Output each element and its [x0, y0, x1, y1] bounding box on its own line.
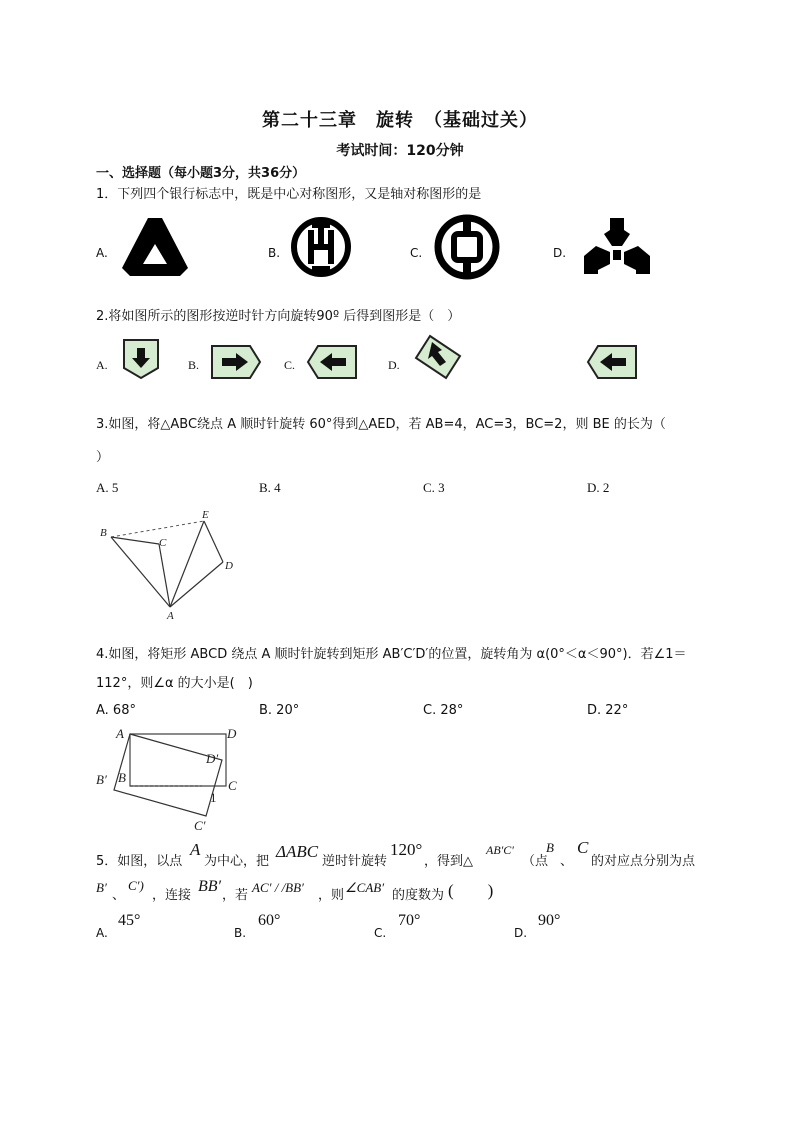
right-arrow-sign-icon [210, 344, 262, 380]
q3-option-b[interactable]: B. 4 [259, 480, 281, 495]
q5-sep: 、 [560, 854, 574, 869]
left-arrow-sign-icon [306, 344, 358, 380]
q4-label-c: C [228, 778, 237, 793]
q2-option-d[interactable]: D. [388, 358, 400, 372]
bank-logo-b-icon [290, 216, 352, 278]
q5-option-d[interactable]: D. [514, 926, 528, 940]
q1-option-b[interactable]: B. [268, 246, 281, 260]
q4-label-a: A [116, 726, 124, 741]
q5-segment-bb-prime: BB′ [198, 878, 222, 895]
q5-angle: 120° [390, 840, 423, 859]
q5-text-8: ，若 [222, 888, 249, 903]
bank-logo-d-icon [580, 216, 654, 276]
q3-label-a: A [167, 610, 174, 622]
q3-triangle-figure [96, 505, 246, 620]
page-title: 第二十三章 旋转 （基础过关） [262, 110, 538, 131]
q5-sep2: 、 [112, 888, 126, 903]
section-heading: 一、选择题（每小题3分，共36分） [96, 166, 306, 181]
q3-option-c[interactable]: C. 3 [423, 480, 445, 495]
q5-option-c[interactable]: C. [374, 926, 387, 940]
reference-figure-icon [586, 344, 638, 380]
q5-text-10: 的度数为 [392, 888, 445, 903]
bank-logo-c-icon [434, 214, 500, 280]
q4-option-a[interactable]: A. 68° [96, 703, 136, 718]
q4-label-b: B [118, 770, 126, 785]
down-arrow-sign-icon [120, 338, 162, 380]
q5-triangle-abc-prime: AB′C′ [486, 843, 514, 857]
q3-label-b: B [100, 527, 107, 539]
q4-stem-end: 112°，则∠α 的大小是( ) [96, 676, 253, 691]
q3-option-a[interactable]: A. 5 [96, 480, 119, 495]
q5-option-c-value: 70° [398, 912, 421, 929]
q3-stem-end: ） [96, 450, 110, 465]
q5-text-7: ，连接 [152, 888, 192, 903]
q5-text-4: ，得到△ [424, 854, 473, 869]
q3-label-d: D [225, 560, 233, 572]
q4-label-1: 1 [210, 790, 217, 805]
q5-option-a-value: 45° [118, 912, 141, 929]
q1-stem: 1．下列四个银行标志中，既是中心对称图形，又是轴对称图形的是 [96, 187, 482, 202]
q5-point-c: C [577, 838, 589, 857]
q3-option-d[interactable]: D. 2 [587, 480, 610, 495]
q4-option-b[interactable]: B. 20° [259, 703, 300, 718]
q5-option-b[interactable]: B. [234, 926, 247, 940]
q1-option-d[interactable]: D. [553, 246, 567, 260]
q5-text-9: ，则 [318, 888, 345, 903]
q4-option-c[interactable]: C. 28° [423, 703, 464, 718]
q2-option-c[interactable]: C. [284, 358, 296, 372]
q2-option-b[interactable]: B. [188, 358, 200, 372]
q3-label-c: C [159, 537, 167, 549]
q5-point-a: A [190, 840, 201, 859]
q5-point-c-prime: C′) [128, 878, 144, 893]
q5-text-5: （点 [522, 854, 549, 869]
q4-label-d: D [227, 726, 237, 741]
q4-option-d[interactable]: D. 22° [587, 703, 629, 718]
q3-label-e: E [202, 509, 209, 521]
q5-point-b-prime: B′ [96, 880, 107, 895]
q2-option-a[interactable]: A. [96, 358, 108, 372]
q5-option-b-value: 60° [258, 912, 281, 929]
q5-angle-cab-prime: ∠CAB′ [345, 880, 385, 895]
q5-parallel: AC′ / /BB′ [252, 880, 304, 895]
triangle-bank-logo-icon [120, 216, 190, 276]
q3-stem: 3.如图，将△ABC绕点 A 顺时针旋转 60°得到△AED，若 AB=4，AC=3，BC=2，则 BE 的长为（ [96, 417, 666, 432]
q5-option-d-value: 90° [538, 912, 561, 929]
q5-point-b: B [546, 840, 554, 855]
q5-option-a[interactable]: A. [96, 926, 108, 940]
q5-triangle-abc: ΔABC [276, 842, 319, 861]
q5-text-2: 为中心，把 [204, 854, 270, 869]
q4-label-bp: B′ [96, 772, 107, 787]
q4-label-dp: D′ [206, 751, 219, 766]
q4-label-cp: C′ [194, 818, 206, 833]
q5-text-1: 5．如图，以点 [96, 854, 183, 869]
q4-stem: 4.如图，将矩形 ABCD 绕点 A 顺时针旋转到矩形 AB′C′D′的位置，旋转角为 α(0°＜α＜90°)．若∠1＝ [96, 647, 687, 662]
q5-answer-paren: ( ) [448, 881, 494, 900]
q5-text-6: 的对应点分别为点 [591, 854, 696, 869]
diagonal-arrow-sign-icon [412, 334, 462, 380]
q5-text-3: 逆时针旋转 [322, 854, 388, 869]
q1-option-c[interactable]: C. [410, 246, 423, 260]
exam-time: 考试时间：120分钟 [336, 143, 464, 159]
q1-option-a[interactable]: A. [96, 246, 108, 260]
q2-stem: 2.将如图所示的图形按逆时针方向旋转90º 后得到图形是（ ） [96, 309, 461, 324]
q4-rectangle-figure [96, 724, 256, 836]
